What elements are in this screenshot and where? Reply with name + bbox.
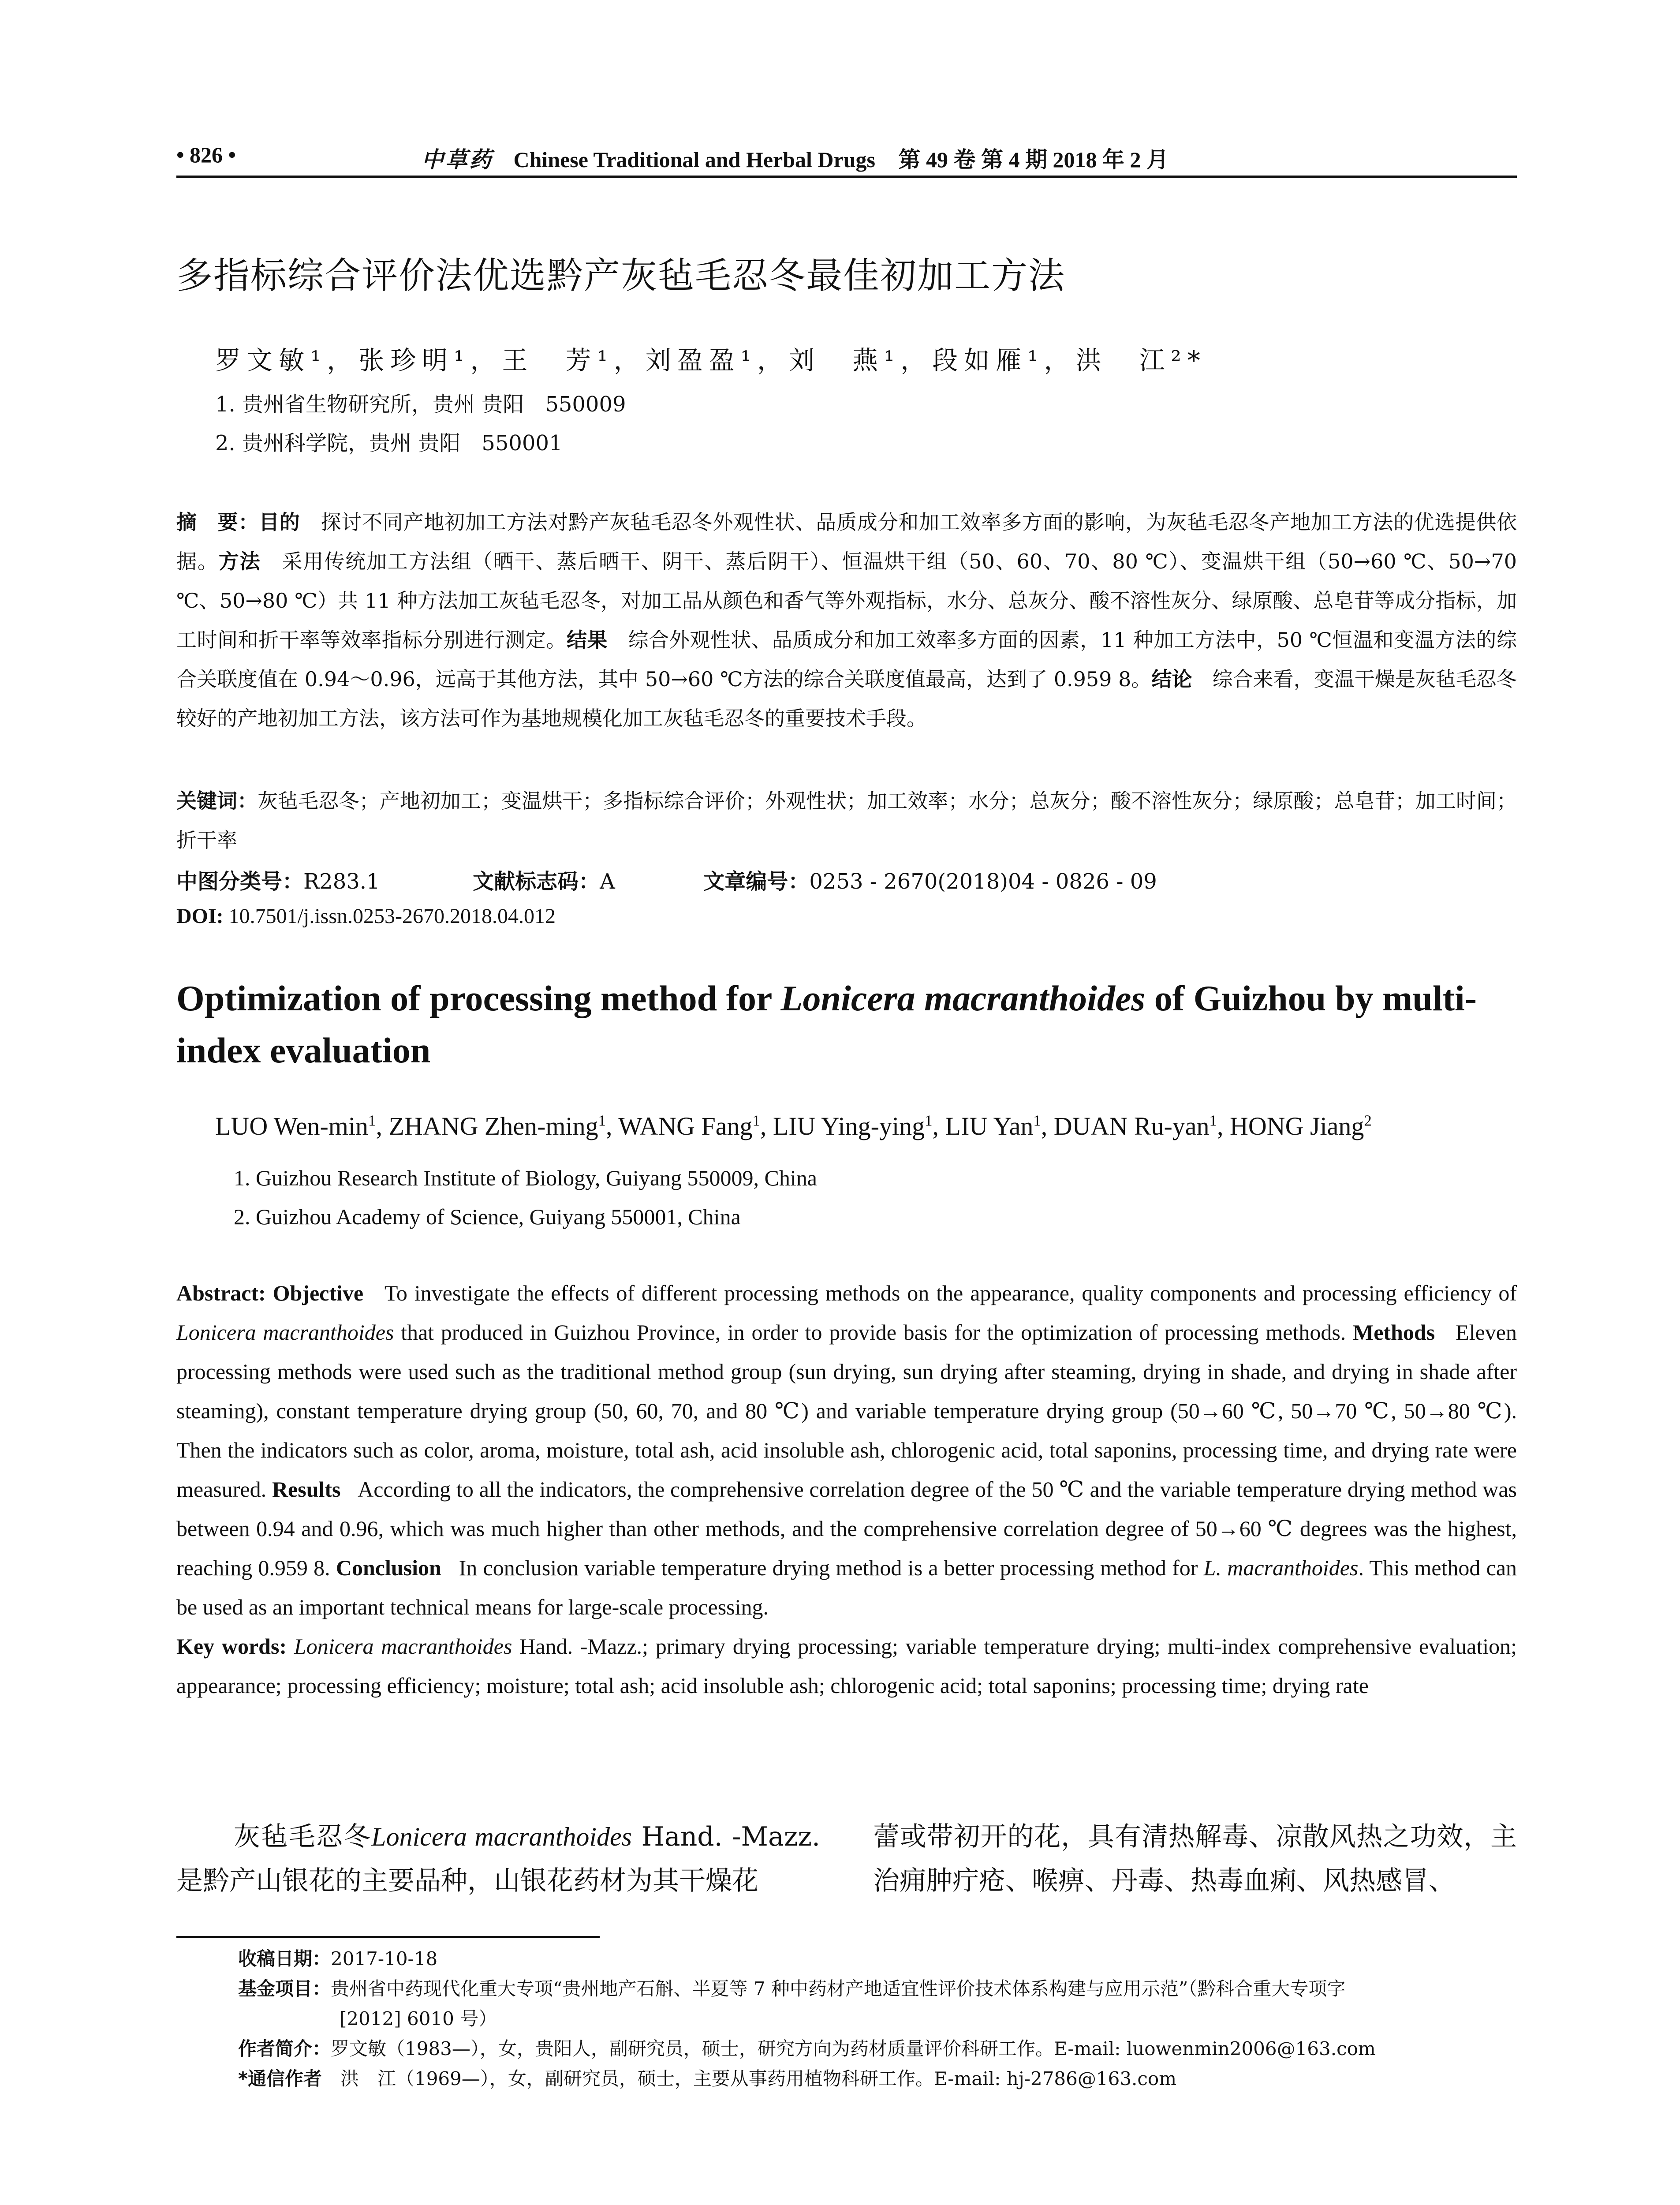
doccode-value: A <box>600 869 615 894</box>
en-methods-label: Methods <box>1353 1320 1435 1345</box>
body-left-2: Hand. -Mazz. 是黔产山银花的主要品种，山银花药材为其干燥花 <box>176 1821 821 1896</box>
body-left-1: 灰毡毛忍冬 <box>234 1821 372 1852</box>
en-results-label: Results <box>272 1477 341 1502</box>
doi-value: 10.7501/j.issn.0253-2670.2018.04.012 <box>228 904 556 928</box>
en-methods: Eleven processing methods were used such as the traditional method group (sun drying, sun drying after steaming, drying in shade, and drying in shade after steaming), constant temperature drying group (50, 60, 70, and 80 ℃) and variable temperature drying group (50→60 ℃, 50→70 ℃, 50→80 ℃). Then the indicators such as color, aroma, moisture, total ash, acid insoluble ash, chlorogenic acid, total saponins, processing time, and drying rate were measured. <box>176 1320 1517 1502</box>
cn-results-label: 结果 <box>566 628 608 652</box>
running-header <box>176 142 1517 173</box>
received-value: 2017-10-18 <box>331 1948 438 1970</box>
en-conclusion-species: L. macranthoides <box>1203 1555 1359 1580</box>
cn-title: 多指标综合评价法优选黔产灰毡毛忍冬最佳初加工方法 <box>176 255 1066 297</box>
fund-label: 基金项目： <box>238 1978 331 1999</box>
cn-conclusion-label: 结论 <box>1151 667 1192 691</box>
en-abstract <box>176 1274 1517 1705</box>
fund-line-1: 贵州省中药现代化重大专项“贵州地产石斛、半夏等 7 种中药材产地适宜性评价技术体系构建与应用示范”（黔科合重大专项字 <box>331 1978 1346 1999</box>
en-author: DUAN Ru-yan$^1$, <box>1053 1112 1230 1140</box>
body-left-column <box>176 1815 820 1903</box>
journal-logo: 中草药 <box>422 147 493 172</box>
doi-label: DOI: <box>176 904 224 928</box>
journal-name: Chinese Traditional and Herbal Drugs <box>513 147 875 172</box>
corr-value: 洪 江（1969—），女，副研究员，硕士，主要从事药用植物科研工作。E-mail: hj-2786@163.com <box>321 2068 1177 2089</box>
article-no-label: 文章编号： <box>703 869 810 894</box>
clc-value: R283.1 <box>303 869 380 894</box>
header-rule <box>176 176 1517 178</box>
page-number: • 826 • <box>176 142 236 167</box>
en-author: WANG Fang$^1$, <box>618 1112 773 1140</box>
cn-keywords <box>176 781 1517 860</box>
en-conclusion-label: Conclusion <box>336 1555 441 1580</box>
footnote-fund-cont: [2012] 6010 号） <box>340 2008 497 2029</box>
cn-affiliation-2: 2. 贵州科学院，贵州 贵阳 550001 <box>215 431 563 456</box>
en-conclusion-1: In conclusion variable temperature drying method is a better processing method for <box>459 1555 1204 1580</box>
en-keywords: Hand. -Mazz.; primary drying processing; variable temperature drying; multi-index comprehensive evaluation; appearance; processing efficiency; moisture; total ash; acid insoluble ash; chlorogenic acid; total saponins; processing time; drying rate <box>176 1634 1517 1698</box>
en-title-pre: Optimization of processing method for <box>176 978 781 1018</box>
article-no-value: 0253 - 2670(2018)04 - 0826 - 09 <box>809 869 1157 894</box>
en-author: ZHANG Zhen-ming$^1$, <box>388 1112 618 1140</box>
cn-authors: 罗文敏¹，张珍明¹，王 芳¹，刘盈盈¹，刘 燕¹，段如雁¹，洪 江²* <box>215 345 1206 375</box>
cn-methods-label: 方法 <box>218 549 261 573</box>
en-keywords-species: Lonicera macranthoides <box>294 1634 512 1659</box>
cn-abstract-results: 综合外观性状、品质成分和加工效率多方面的因素，11 种加工方法中，50 ℃恒温和变温方法的综合关联度值在 0.94～0.96，远高于其他方法，其中 50→60 ℃方法的综合关联度值最高，达到了 0.959 8。 <box>176 628 1517 691</box>
cn-abstract-label: 摘 要：目的 <box>176 510 300 534</box>
footnote-fund <box>238 1975 1345 2003</box>
doi-row <box>176 904 556 928</box>
en-author: LIU Yan$^1$, <box>945 1112 1054 1140</box>
journal-line <box>422 142 1169 174</box>
en-author: HONG Jiang$^2$ <box>1229 1112 1372 1140</box>
en-conclusion-2: . This method can be used as an important technical means for large-scale processing. <box>176 1555 1517 1619</box>
cn-keywords-text: 灰毡毛忍冬；产地初加工；变温烘干；多指标综合评价；外观性状；加工效率；水分；总灰分；酸不溶性灰分；绿原酸；总皂苷；加工时间；折干率 <box>176 789 1517 852</box>
footnote-bio <box>238 2035 1376 2063</box>
en-title-species: Lonicera macranthoides <box>780 978 1146 1018</box>
body-right-column: 蕾或带初开的花，具有清热解毒、凉散风热之功效，主治痈肿疔疮、喉痹、丹毒、热毒血痢、风热感冒、 <box>873 1821 1517 1896</box>
cn-classification-row <box>176 864 1157 895</box>
en-authors <box>215 1111 1372 1141</box>
received-label: 收稿日期： <box>238 1948 331 1970</box>
corr-label: *通信作者 <box>238 2068 322 2089</box>
en-title <box>176 972 1517 1076</box>
en-results: According to all the indicators, the comprehensive correlation degree of the 50 ℃ and the variable temperature drying method was between 0.94 and 0.96, which was much higher than other methods, and the comprehensive correlation degree of 50→60 ℃ degrees was the highest, reaching 0.959 8. <box>176 1477 1517 1580</box>
cn-abstract-conclusion: 综合来看，变温干燥是灰毡毛忍冬较好的产地初加工方法，该方法可作为基地规模化加工灰毡毛忍冬的重要技术手段。 <box>176 667 1517 730</box>
en-author: LUO Wen-$\min^1$, <box>215 1112 389 1140</box>
en-keywords-label: Key words: <box>176 1634 287 1659</box>
footnote-rule <box>176 1936 600 1938</box>
cn-abstract <box>176 503 1517 738</box>
en-objective-species: Lonicera macranthoides <box>176 1320 394 1345</box>
cn-abstract-objective: 探讨不同产地初加工方法对黔产灰毡毛忍冬外观性状、品质成分和加工效率多方面的影响，为灰毡毛忍冬产地加工方法的优选提供依据。 <box>176 510 1517 573</box>
journal-issue: 第 49 卷 第 4 期 2018 年 2 月 <box>898 147 1169 172</box>
en-objective-1: To investigate the effects of different processing methods on the appearance, quality components and processing efficiency of <box>384 1281 1517 1305</box>
en-affiliation-1: 1. Guizhou Research Institute of Biology, Guiyang 550009, China <box>234 1166 817 1190</box>
bio-label: 作者简介： <box>238 2038 331 2059</box>
cn-abstract-methods: 采用传统加工方法组（晒干、蒸后晒干、阴干、蒸后阴干）、恒温烘干组（50、60、70、80 ℃）、变温烘干组（50→60 ℃、50→70 ℃、50→80 ℃）共 11 种方法加工灰毡毛忍冬，对加工品从颜色和香气等外观指标，水分、总灰分、酸不溶性灰分、绿原酸、总皂苷等成分指标，加工时间和折干率等效率指标分别进行测定。 <box>176 549 1517 652</box>
en-title-post: of Guizhou by multi-index evaluation <box>176 978 1477 1070</box>
en-author: LIU Ying-ying$^1$, <box>773 1112 945 1140</box>
cn-affiliation-1: 1. 贵州省生物研究所，贵州 贵阳 550009 <box>215 392 626 417</box>
footnote-corresponding <box>238 2065 1176 2093</box>
footnote-received <box>238 1945 437 1973</box>
doccode-label: 文献标志码： <box>473 869 600 894</box>
en-affiliation-2: 2. Guizhou Academy of Science, Guiyang 550001, China <box>234 1204 741 1229</box>
cn-keywords-label: 关键词： <box>176 789 258 813</box>
bio-value: 罗文敏（1983—），女，贵阳人，副研究员，硕士，研究方向为药材质量评价科研工作。E-mail: luowenmin2006@163.com <box>331 2038 1376 2059</box>
clc-label: 中图分类号： <box>176 869 304 894</box>
body-left-species: Lonicera macranthoides <box>371 1822 632 1851</box>
en-objective-2: that produced in Guizhou Province, in order to provide basis for the optimization of processing methods. <box>394 1320 1346 1345</box>
en-abstract-label: Abstract: Objective <box>176 1281 364 1305</box>
